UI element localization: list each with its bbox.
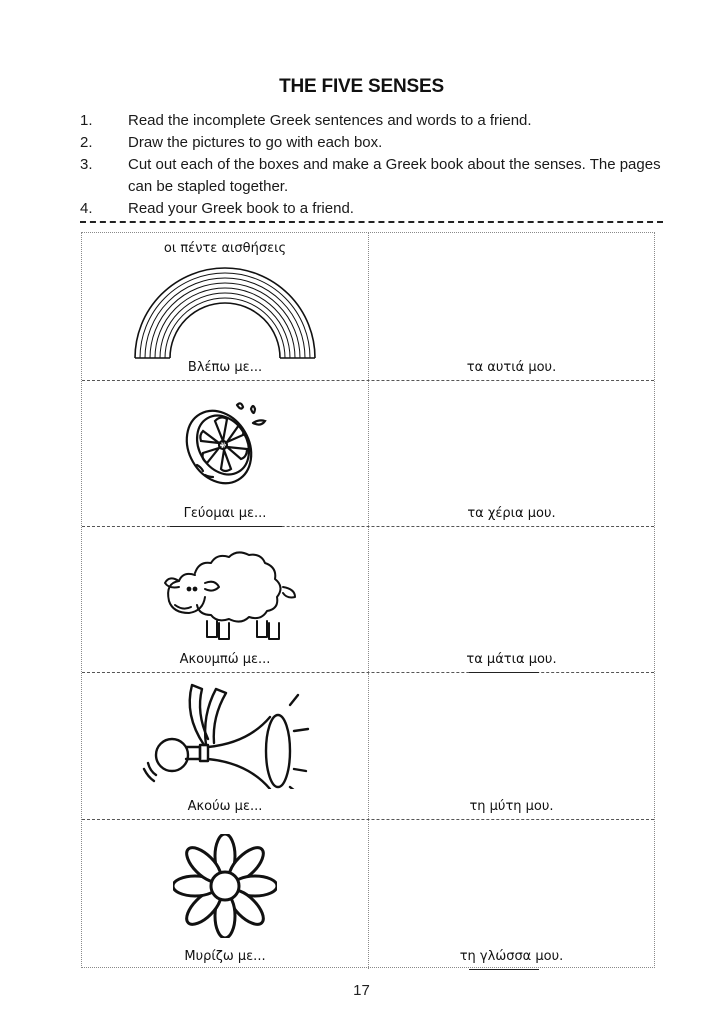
cards-header: οι πέντε αισθήσεις bbox=[163, 241, 287, 256]
card-left bbox=[82, 233, 369, 380]
card-right bbox=[369, 233, 654, 380]
body-part-label: τα χέρια μου. bbox=[467, 506, 556, 521]
cut-line-divider bbox=[80, 221, 663, 223]
sense-label: Βλέπω με... bbox=[187, 360, 263, 375]
cards-grid bbox=[81, 232, 655, 968]
body-part-label: τη γλώσσα μου. bbox=[459, 949, 564, 964]
card-row bbox=[82, 673, 654, 820]
instruction-number: 3. bbox=[80, 156, 93, 173]
card-row bbox=[82, 381, 654, 527]
card-left bbox=[82, 381, 369, 526]
sense-label: Γεύομαι με... bbox=[183, 506, 267, 521]
body-part-label: τη μύτη μου. bbox=[469, 799, 554, 814]
flower-icon bbox=[82, 834, 368, 938]
lemon-icon bbox=[82, 395, 368, 495]
card-right bbox=[369, 527, 654, 672]
page-title: THE FIVE SENSES bbox=[279, 76, 444, 97]
card-left bbox=[82, 820, 369, 969]
card-right bbox=[369, 381, 654, 526]
rainbow-icon bbox=[82, 263, 368, 359]
instruction-text: Draw the pictures to go with each box. bbox=[128, 134, 383, 151]
body-part-label: τα μάτια μου. bbox=[466, 652, 557, 667]
card-left bbox=[82, 527, 369, 672]
instruction-text: Read the incomplete Greek sentences and words to a friend. bbox=[128, 112, 532, 129]
underline-mark bbox=[469, 969, 539, 970]
card-right bbox=[369, 820, 654, 969]
sheep-icon bbox=[82, 543, 368, 643]
sense-label: Ακούω με... bbox=[187, 799, 263, 814]
card-row bbox=[82, 820, 654, 969]
instruction-item bbox=[80, 132, 680, 154]
sense-label: Ακουμπώ με... bbox=[179, 652, 271, 667]
instruction-number: 2. bbox=[80, 134, 93, 151]
instruction-text: Read your Greek book to a friend. bbox=[128, 200, 354, 217]
page-number: 17 bbox=[353, 982, 370, 999]
instruction-item bbox=[80, 110, 680, 132]
instruction-text: Cut out each of the boxes and make a Greek book about the senses. The pages can be stapled together. bbox=[128, 156, 661, 195]
card-row bbox=[82, 527, 654, 673]
instruction-number: 4. bbox=[80, 200, 93, 217]
card-left bbox=[82, 673, 369, 819]
card-right bbox=[369, 673, 654, 819]
card-row bbox=[82, 233, 654, 381]
sense-label: Μυρίζω με... bbox=[184, 949, 266, 964]
instruction-item bbox=[80, 198, 680, 220]
horn-icon bbox=[82, 679, 368, 789]
instruction-item bbox=[80, 154, 680, 198]
instructions-list bbox=[80, 110, 680, 220]
body-part-label: τα αυτιά μου. bbox=[466, 360, 557, 375]
instruction-number: 1. bbox=[80, 112, 93, 129]
